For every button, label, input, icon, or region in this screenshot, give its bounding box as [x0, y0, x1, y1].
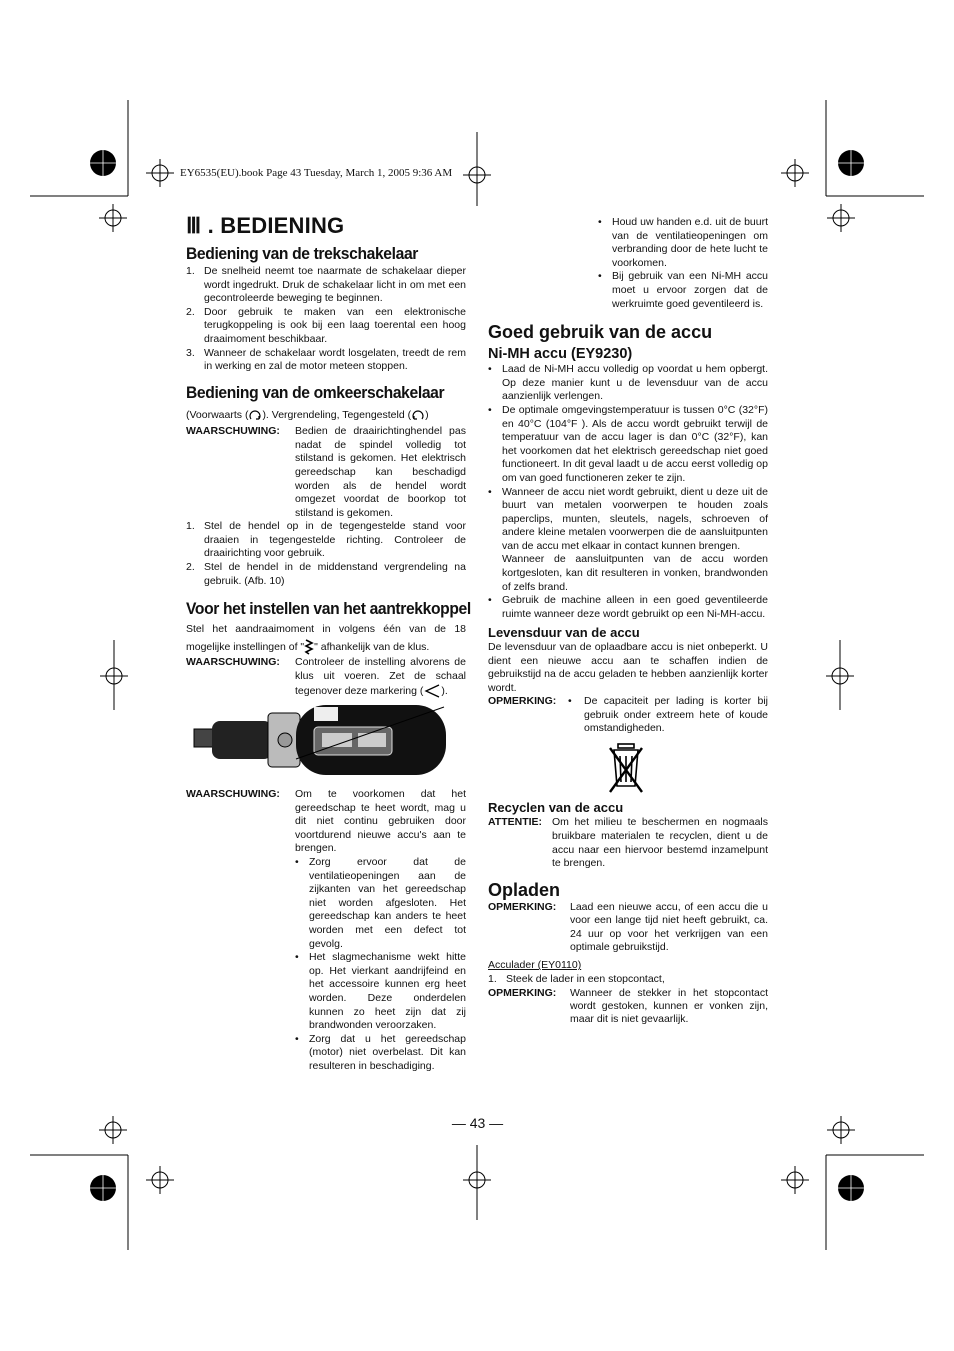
overheat-bullets	[295, 856, 466, 1074]
list-item: • Zorg dat u het gereedschap (motor) niet overbelast. Dit kan resulteren in beschadiging.	[295, 1032, 466, 1072]
trigger-heading: Bediening van de trekschakelaar	[186, 244, 418, 263]
list-item: • Houd uw handen e.d. uit de buurt van de ventilatieopeningen om verbranding door de hete lucht te voorkomen.	[598, 216, 768, 269]
alignment-mark-icon	[423, 683, 441, 699]
list-item: • Bij gebruik van een Ni-MH accu moet u ervoor zorgen dat de werkruimte goed geventileerd is.	[598, 270, 768, 310]
list-item: • Gebruik de machine alleen in een goed geventileerde ruimte wanneer deze wordt gebruikt op een Ni-MH-accu.	[488, 594, 768, 620]
crossed-bin-icon	[488, 738, 768, 796]
reverse-heading: Bediening van de omkeerschakelaar	[186, 382, 445, 402]
charging-note-2: OPMERKING: Wanneer de stekker in het stopcontact wordt gestoken, kunnen er vonken zijn, maar dit is niet gevaarlijk.	[488, 986, 768, 1026]
battery-subtitle: Ni-MH accu (EY9230)	[488, 346, 633, 363]
section-title: Ⅲ . BEDIENING	[186, 213, 345, 238]
ventilation-bullets	[488, 216, 768, 311]
battery-heading: Goed gebruik van de accu	[488, 322, 713, 343]
list-item: • Wanneer de accu niet wordt gebruikt, dient u deze uit de buurt van metalen voorwerpen te houden zoals paperclips, munten, sleutels, nagels, schroeven of andere kleine metalen voorwerpen die de aansluitpunten van de accu met elkaar in contact kunnen brengen. Wanneer de aansluitpunten van de accu worden kortgesloten, kan dit resulteren in vonken, brandwonden of zelfs brand.	[488, 485, 768, 593]
trigger-steps	[186, 265, 466, 374]
list-item: • Laad de Ni-MH accu volledig op voordat u hem opbergt. Op deze manier kunt u de levensduur van de accu aanzienlijk verlengen.	[488, 363, 768, 403]
clutch-warning: WAARSCHUWING: Controleer de instelling alvorens de klus uit voeren. Zet de schaal tegenover deze markering ( ).	[186, 656, 466, 699]
print-header: EY6535(EU).book Page 43 Tuesday, March 1, 2005 9:36 AM	[180, 167, 453, 179]
clutch-heading: Voor het instellen van het aantrekkoppel	[186, 599, 471, 619]
charger-model: Acculader (EY0110)	[488, 959, 582, 972]
reverse-intro: (Voorwaarts ( ). Vergrendeling, Tegengesteld ( )	[186, 408, 429, 421]
list-item: 2. Door gebruik te maken van een elektronische terugkoppeling is ook bij een laag toerental een hoog draaimoment beschikbaar.	[186, 305, 466, 345]
charging-note: OPMERKING: Laad een nieuwe accu, of een accu die u voor een lange tijd niet heeft gebruikt, ca. 24 uur op voor het verkrijgen van een optimale gebruikstijd.	[488, 900, 768, 954]
battery-bullets	[488, 363, 768, 621]
reverse-rotation-icon	[411, 408, 425, 422]
left-column	[186, 213, 471, 1074]
right-column	[488, 216, 768, 1027]
charging-heading: Opladen	[488, 879, 561, 900]
lifetime-heading: Levensduur van de accu	[488, 625, 640, 641]
drill-mode-icon	[304, 639, 314, 655]
list-item: 1. De snelheid neemt toe naarmate de schakelaar dieper wordt ingedrukt. Druk de schakelaar licht in om met een gecontroleerde beweging te beginnen.	[186, 265, 466, 305]
lifetime-text: De levensduur van de oplaadbare accu is niet onbeperkt. U dient een nieuwe accu aan te schaffen indien de gebruikstijd na de accu geladen te hebben aanzienlijk korter wordt.	[488, 641, 768, 694]
forward-rotation-icon	[248, 408, 262, 422]
recycle-heading: Recyclen van de accu	[488, 800, 624, 816]
list-item: • Zorg ervoor dat de ventilatieopeningen aan de zijkanten van het gereedschap niet worden afgesloten. Het gereedschap kan anders te heet worden met een defect tot gevolg.	[295, 856, 466, 950]
list-item: 2. Stel de hendel in de middenstand vergrendeling na gebruik. (Afb. 10)	[186, 561, 466, 587]
clutch-text: Stel het aandraaimoment in volgens één van de 18 mogelijke instellingen of " " afhankelijk van de klus.	[186, 620, 466, 656]
page-number: — 43 —	[451, 1115, 504, 1131]
overheat-warning: WAARSCHUWING: Om te voorkomen dat het gereedschap te heet wordt, mag u dit niet continu gebruiken door voortdurend nieuwe accu's aan te brengen. • Zorg ervoor dat de ventilatieopeningen aan de zijkanten van het gereedschap niet worden afgesloten. Het gereedschap kan anders te heet worden met een defect tot gevolg. • Het slagmechanisme wekt hitte op. Het vierkant aandrijfeind en het accessoire kunnen erg heet worden. Deze onderdelen kunnen zo heet zijn dat zij brandwonden veroorzaken. • Zorg dat u het gereedschap (motor) niet overbelast. Dit kan resulteren in beschadiging.	[186, 788, 466, 1072]
reverse-steps	[186, 520, 466, 588]
list-item: 3. Wanneer de schakelaar wordt losgelaten, treedt de rem in werking en zal de motor meteen stoppen.	[186, 346, 466, 373]
reverse-warning: WAARSCHUWING: Bedien de draairichtinghendel pas nadat de spindel volledig tot stilstand is gekomen. Het elektrisch gereedschap kan beschadigd worden als de hendel wordt omgezet voordat de boorkop tot stilstand is gekomen.	[186, 425, 466, 519]
list-item: 1. Stel de hendel op in de tegengestelde stand voor draaien in tegengestelde richting. Controleer de draairichting voor gebruik.	[186, 520, 466, 560]
impact-driver-illustration	[186, 701, 466, 781]
recycle-notice: ATTENTIE: Om het milieu te beschermen en nogmaals bruikbare materialen te recyclen, dient u de accu naar een hiervoor bestemd inzamelpunt te brengen.	[488, 816, 768, 870]
list-item: • De optimale omgevingstemperatuur is tussen 0°C (32°F) en 40°C (104°F ). Als de accu wordt gebruikt terwijl de temperatuur van de accu lager is dan 0°C (32°F), kan het voorkomen dat het elektrisch gereedschap niet goed functioneert. In dit geval laadt u de accu eerst volledig op om van goed functioneren zeker te zijn.	[488, 403, 768, 484]
lifetime-note: OPMERKING: • De capaciteit per lading is korter bij gebruik onder extreem hete of koude omstandigheden.	[488, 695, 768, 735]
charging-step: 1. Steek de lader in een stopcontact,	[488, 973, 665, 986]
list-item: • Het slagmechanisme wekt hitte op. Het vierkant aandrijfeind en het accessoire kunnen erg heet worden. Deze onderdelen kunnen zo heet zijn dat zij brandwonden veroorzaken.	[295, 951, 466, 1032]
